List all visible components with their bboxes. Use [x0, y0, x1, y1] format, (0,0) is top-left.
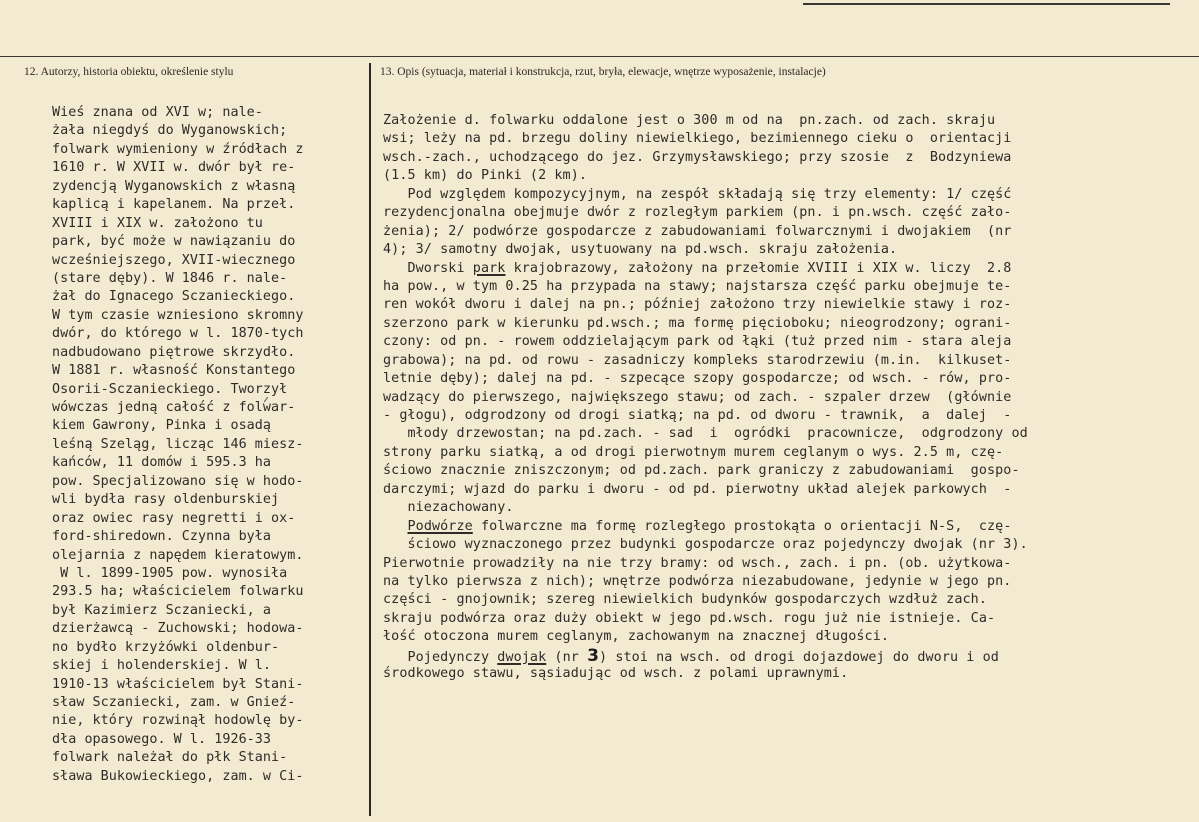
description-text-line: łość otoczona murem ceglanym, zachowanym na znacznej długości. [383, 629, 890, 645]
description-text-line: młody drzewostan; na pd.zach. - sad i ogródki pracownicze, odgrodzony od [383, 426, 1028, 442]
history-text-line: nadbudowano piętrowe skrzydło. [52, 344, 296, 360]
history-text-line: folwark wymieniony w źródłach z [52, 141, 304, 157]
description-text-line: letnie dęby); dalej na pd. - szpecące szopy gospodarcze; od wsch. - rów, pro- [383, 371, 1012, 387]
history-text-line: nie, który rozwinął hodowlę by- [52, 713, 304, 729]
history-text-line: dzierżawcą - Zuchowski; hodowa- [52, 621, 304, 637]
description-text-line: niezachowany. [383, 500, 514, 516]
history-text-line: żał do Ignacego Sczanieckiego. [52, 289, 296, 305]
history-text-line: leśną Szeląg, licząc 146 miesz- [52, 436, 304, 452]
section-13-header: 13. Opis (sytuacja, materiał i konstrukcja, rzut, bryła, elewacje, wnętrze wyposażenie, instalacje) [380, 66, 826, 78]
description-text-line: Pierwotnie prowadziły na nie trzy bramy: od wsch., zach. i pn. (ob. użytkowa- [383, 555, 1012, 571]
description-text-line: skraju podwórza oraz duży obiekt w jego pd.wsch. rogu już nie istnieje. Ca- [383, 610, 996, 626]
history-text-line: park, być może w nawiązaniu do [52, 234, 296, 250]
history-text-line: kaplicą i kapelanem. Na przeł. [52, 197, 296, 213]
history-text-line: żała niegdyś do Wyganowskich; [52, 123, 288, 139]
description-text-line: na tylko pierwsza z nich); wnętrze podwórza niezabudowane, jedynie w jego pn. [383, 573, 1012, 589]
description-text-line: środkowego stawu, sąsiadując od wsch. z polami uprawnymi. [383, 666, 849, 682]
history-column [52, 104, 303, 786]
description-text-line: Założenie d. folwarku oddalone jest o 300 m od na pn.zach. od zach. skraju [383, 113, 996, 128]
history-text-line: no bydło krzyżówki oldenbur- [52, 639, 280, 655]
description-text-line: ha pow., w tym 0.25 ha przypada na stawy; najstarsza część parku obejmuje te- [383, 278, 1012, 294]
description-text-line: ren wokół dworu i dalej na pn.; później założono trzy niewielkie stawy i roz- [383, 297, 1012, 313]
description-text-line: Dworski park krajobrazowy, założony na przełomie XVIII i XIX w. liczy 2.8 [383, 260, 1012, 276]
description-text-line: wadzący do pierwszego, największego stawu; od zach. - szpaler drzew (głównie [383, 389, 1012, 405]
history-text-line: ford-shiredown. Czynna była [52, 529, 272, 545]
top-rule [0, 56, 1199, 57]
description-text-line: ściowo wyznaczonego przez budynki gospodarcze oraz pojedynczy dwojak (nr 3). [383, 537, 1028, 553]
history-text-line: (stare dęby). W 1846 r. nale- [52, 270, 288, 286]
description-text-line: Pod względem kompozycyjnym, na zespół składają się trzy elementy: 1/ część [383, 186, 1012, 202]
history-text-line: Osorii-Sczanieckiego. Tworzył [52, 381, 288, 397]
history-text-line: dwór, do którego w l. 1870-tych [52, 326, 304, 342]
description-text-line: 4); 3/ samotny dwojak, usytuowany na pd.wsch. skraju założenia. [383, 242, 898, 258]
description-text-line: Podwórze folwarczne ma formę rozległego prostokąta o orientacji N-S, czę- [407, 518, 1012, 534]
history-text-line: 293.5 ha; właścicielem folwarku [52, 584, 304, 600]
text-segment: Pojedynczy [383, 649, 498, 665]
history-text-line: wli bydła rasy oldenburskiej [52, 492, 280, 508]
history-text-line: dła opasowego. W l. 1926-33 [52, 731, 272, 747]
history-text-line: skiej i holenderskiej. W l. [52, 658, 272, 674]
history-text-line: olejarnia z napędem kieratowym. [52, 547, 304, 563]
underlined-word: Podwórze [407, 518, 473, 534]
text-segment: (nr [546, 649, 588, 665]
history-text-line: folwark należał do płk Stani- [52, 750, 288, 766]
underlined-word: park [472, 260, 506, 276]
description-text-line: wsi; leży na pd. brzegu doliny niewielkiego, bezimiennego cieku o orientacji [383, 131, 1012, 147]
history-text-line: sława Bukowieckiego, zam. w Ci- [52, 768, 304, 784]
history-text-line: Wieś znana od XVI w; nale- [52, 105, 263, 120]
history-text-line: wówczas jedną całość z folwar- [52, 400, 296, 415]
description-text-line: części - gnojownik; szereg niewielkich budynków gospodarczych wzdłuż zach. [383, 592, 987, 608]
history-text-line: był Kazimierz Sczaniecki, a [52, 602, 272, 618]
history-text-line: 1610 r. W XVII w. dwór był re- [52, 160, 296, 176]
description-text-line: żenia); 2/ podwórze gospodarcze z zabudowaniami folwarcznymi i dwojakiem (nr [383, 223, 1012, 239]
description-column [383, 112, 1028, 684]
history-text-line: sław Sczaniecki, zam. w Gnieź- [52, 695, 296, 710]
history-text-line: zydencją Wyganowskich z własną [52, 178, 296, 194]
description-text-line: wsch.-zach., uchodzącego do jez. Grzymysławskiego; przy szosie z Bodzyniewa [383, 149, 1012, 165]
history-text-line: W tym czasie wzniesiono skromny [52, 307, 304, 323]
description-text-line: darczymi; wjazd do parku i dworu - od pd. pierwotny układ alejek parkowych - [383, 481, 1012, 497]
history-text-line: pow. Specjalizowano się w hodo- [52, 473, 304, 489]
underlined-word: dwojak [497, 649, 547, 665]
description-text-line: (1.5 km) do Pinki (2 km). [383, 168, 588, 184]
history-text-line: kiem Gawrony, Pinka i osadą [52, 418, 272, 434]
text-segment: ) stoi na wsch. od drogi dojazdowej do dworu i od [599, 649, 999, 665]
history-text-line: oraz owiec rasy negretti i ox- [52, 510, 296, 526]
description-text-line: rezydencjonalna obejmuje dwór z rozległym parkiem (pn. i pn.wsch. część zało- [383, 205, 1012, 221]
history-text-line: 1910-13 właścicielem był Stani- [52, 676, 304, 692]
top-edge-mark [803, 3, 1170, 5]
description-text-line: strony parku siatką, a od drogi pierwotnym murem ceglanym o wys. 2.5 m, czę- [383, 444, 1004, 460]
history-text-line: W 1881 r. własność Konstantego [52, 363, 296, 379]
description-text-line: ściowo znacznie zniszczonym; od pd.zach. park graniczy z zabudowaniami gospo- [383, 463, 1020, 479]
section-12-header: 12. Autorzy, historia obiektu, określenie stylu [24, 66, 234, 78]
description-text-line: grabowa); na pd. od rowu - zasadniczy kompleks starodrzewiu (m.in. kilkuset- [383, 352, 1012, 368]
history-text-line: W l. 1899-1905 pow. wynosiła [52, 565, 288, 581]
history-text-line: kańców, 11 domów i 595.3 ha [52, 455, 272, 471]
description-text-line: szerzono park w kierunku pd.wsch.; ma formę pięcioboku; nieogrodzony; ograni- [383, 315, 1012, 331]
description-text-line [383, 647, 1028, 665]
history-text-line: wcześniejszego, XVII-wiecznego [52, 252, 296, 268]
description-text-line: - głogu), odgrodzony od drogi siatką; na pd. od dworu - trawnik, a dalej - [383, 408, 1012, 423]
handwritten-number: 3 [587, 645, 600, 666]
column-divider [369, 63, 371, 816]
history-text-line: XVIII i XIX w. założono tu [52, 215, 263, 231]
description-text-line: czony: od pn. - rowem oddzielającym park od łąki (tuż przed nim - stara aleja [383, 334, 1012, 350]
